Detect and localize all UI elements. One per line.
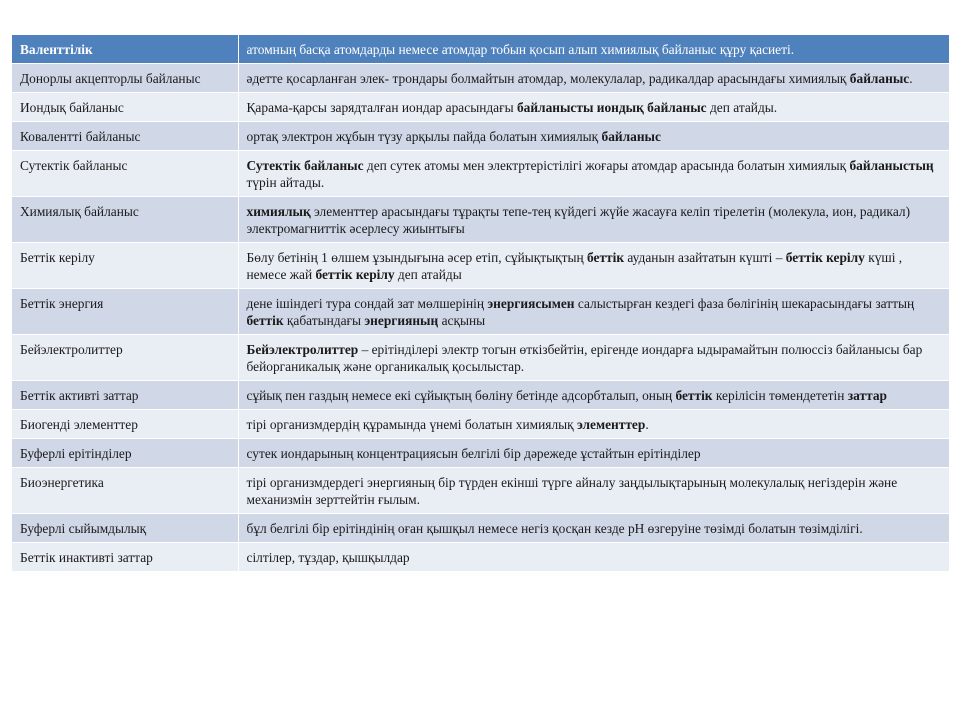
definition-bold-segment: беттік (675, 388, 713, 403)
term-cell: Сутектік байланыс (12, 151, 238, 197)
definition-segment: ауданын азайтатын күшті – (624, 250, 786, 265)
term-cell: Беттік инактивті заттар (12, 543, 238, 572)
definition-segment: тірі организмдердегі энергияның бір түрден екінші түрге айналу заңдылықтарының молекулалық негіздерін және механизмін зерттейтін ғылым. (246, 475, 898, 507)
table-row (12, 335, 949, 381)
definition-cell (238, 439, 949, 468)
definition-cell (238, 289, 949, 335)
term-cell: Беттік энергия (12, 289, 238, 335)
definition-segment: Бөлу бетінің 1 өлшем ұзындығына әсер етіп, сұйықтықтың (246, 250, 587, 265)
definition-segment: деп атайды. (706, 100, 778, 115)
table-row (12, 410, 949, 439)
definition-cell (238, 197, 949, 243)
definition-bold-segment: энергияның (364, 313, 439, 328)
table-row (12, 468, 949, 514)
definition-cell (238, 243, 949, 289)
definition-segment: – ерітінділері электр тогын өткізбейтін, ерігенде иондарға ыдырамайтын полюссіз байланысы бар бейорганикалық және органикалық қосылыстар. (246, 342, 923, 374)
term-cell: Беттік активті заттар (12, 381, 238, 410)
definition-segment: асқыны (438, 313, 486, 328)
definition-segment: түрін айтады. (246, 175, 325, 190)
definition-bold-segment: энергиясымен (487, 296, 575, 311)
definition-segment: тірі организмдердің құрамында үнемі болатын химиялық (246, 417, 577, 432)
term-cell: Беттік керілу (12, 243, 238, 289)
definition-segment: . (909, 71, 913, 86)
table-row (12, 381, 949, 410)
definition-cell (238, 122, 949, 151)
term-cell: Буферлі сыйымдылық (12, 514, 238, 543)
header-definition: атомның басқа атомдарды немесе атомдар тобын қосып алып химиялық байланыс құру қасиеті. (238, 35, 949, 64)
definition-bold-segment: беттік керілу (785, 250, 865, 265)
definition-bold-segment: байланыс (601, 129, 661, 144)
term-cell: Ковалентті байланыс (12, 122, 238, 151)
definition-segment: деп атайды (394, 267, 462, 282)
definition-bold-segment: байланыстың (849, 158, 934, 173)
table-row (12, 122, 949, 151)
definition-segment: бұл белгілі бір ерітіндінің оған қышқыл немесе негіз қосқан кезде pH өзгеруіне төзімді болатын төзімділігі. (246, 521, 863, 536)
definition-bold-segment: беттік (587, 250, 625, 265)
term-cell: Бейэлектролиттер (12, 335, 238, 381)
table-row (12, 243, 949, 289)
term-cell: Буферлі ерітінділер (12, 439, 238, 468)
definition-segment: . (645, 417, 649, 432)
definition-cell (238, 543, 949, 572)
term-cell: Биогенді элементтер (12, 410, 238, 439)
definition-cell (238, 93, 949, 122)
glossary-table (12, 34, 950, 571)
definition-cell (238, 468, 949, 514)
glossary-rows (12, 64, 949, 572)
term-cell: Химиялық байланыс (12, 197, 238, 243)
definition-cell (238, 64, 949, 93)
definition-bold-segment: байланыс (849, 71, 910, 86)
table-row (12, 439, 949, 468)
definition-segment: керілісін төмендететін (712, 388, 848, 403)
definition-cell (238, 335, 949, 381)
definition-bold-segment: химиялық (246, 204, 311, 219)
term-cell: Биоэнергетика (12, 468, 238, 514)
table-row (12, 151, 949, 197)
table-row (12, 543, 949, 572)
definition-bold-segment: Сутектік байланыс (246, 158, 364, 173)
table-row (12, 197, 949, 243)
definition-bold-segment: элементтер (576, 417, 646, 432)
header-term: Валенттілік (12, 35, 238, 64)
definition-bold-segment: Бейэлектролиттер (246, 342, 359, 357)
definition-segment: ортақ электрон жұбын түзу арқылы пайда болатын химиялық (246, 129, 602, 144)
definition-segment: күші , немесе жай (246, 250, 903, 282)
term-cell: Донорлы акцепторлы байланыс (12, 64, 238, 93)
definition-bold-segment: байланысты иондық байланыс (516, 100, 707, 115)
definition-segment: салыстырған кездегі фаза бөлігінің шекарасындағы заттың (574, 296, 915, 311)
definition-bold-segment: беттік (246, 313, 284, 328)
definition-segment: қабатындағы (283, 313, 365, 328)
definition-bold-segment: беттік керілу (315, 267, 395, 282)
definition-segment: сілтілер, тұздар, қышқылдар (246, 550, 410, 565)
definition-cell (238, 410, 949, 439)
definition-segment: деп сутек атомы мен электртерістілігі жоғары атомдар арасында болатын химиялық (363, 158, 850, 173)
definition-segment: Қарама-қарсы зарядталған иондар арасындағы (246, 100, 517, 115)
table-row (12, 514, 949, 543)
term-cell: Иондық байланыс (12, 93, 238, 122)
definition-segment: сутек иондарының концентрациясын белгілі бір дәрежеде ұстайтын ерітінділер (246, 446, 701, 461)
definition-cell (238, 381, 949, 410)
definition-bold-segment: заттар (847, 388, 887, 403)
table-header-row (12, 35, 949, 64)
definition-segment: сұйық пен газдың немесе екі сұйықтың бөліну бетінде адсорбталып, оның (246, 388, 676, 403)
table-row (12, 64, 949, 93)
definition-cell (238, 514, 949, 543)
table-row (12, 93, 949, 122)
definition-segment: элементтер арасындағы тұрақты тепе-тең күйдегі жүйе жасауға келіп тірелетін (молекула, ион, радикал) электромагниттік әсерлесу жиынтығы (246, 204, 911, 236)
definition-cell (238, 151, 949, 197)
definition-segment: әдетте қосарланған элек- трондары болмайтын атомдар, молекулалар, радикалдар арасындағы химиялық (246, 71, 850, 86)
table-row (12, 289, 949, 335)
definition-segment: дене ішіндегі тура сондай зат мөлшерінің (246, 296, 488, 311)
